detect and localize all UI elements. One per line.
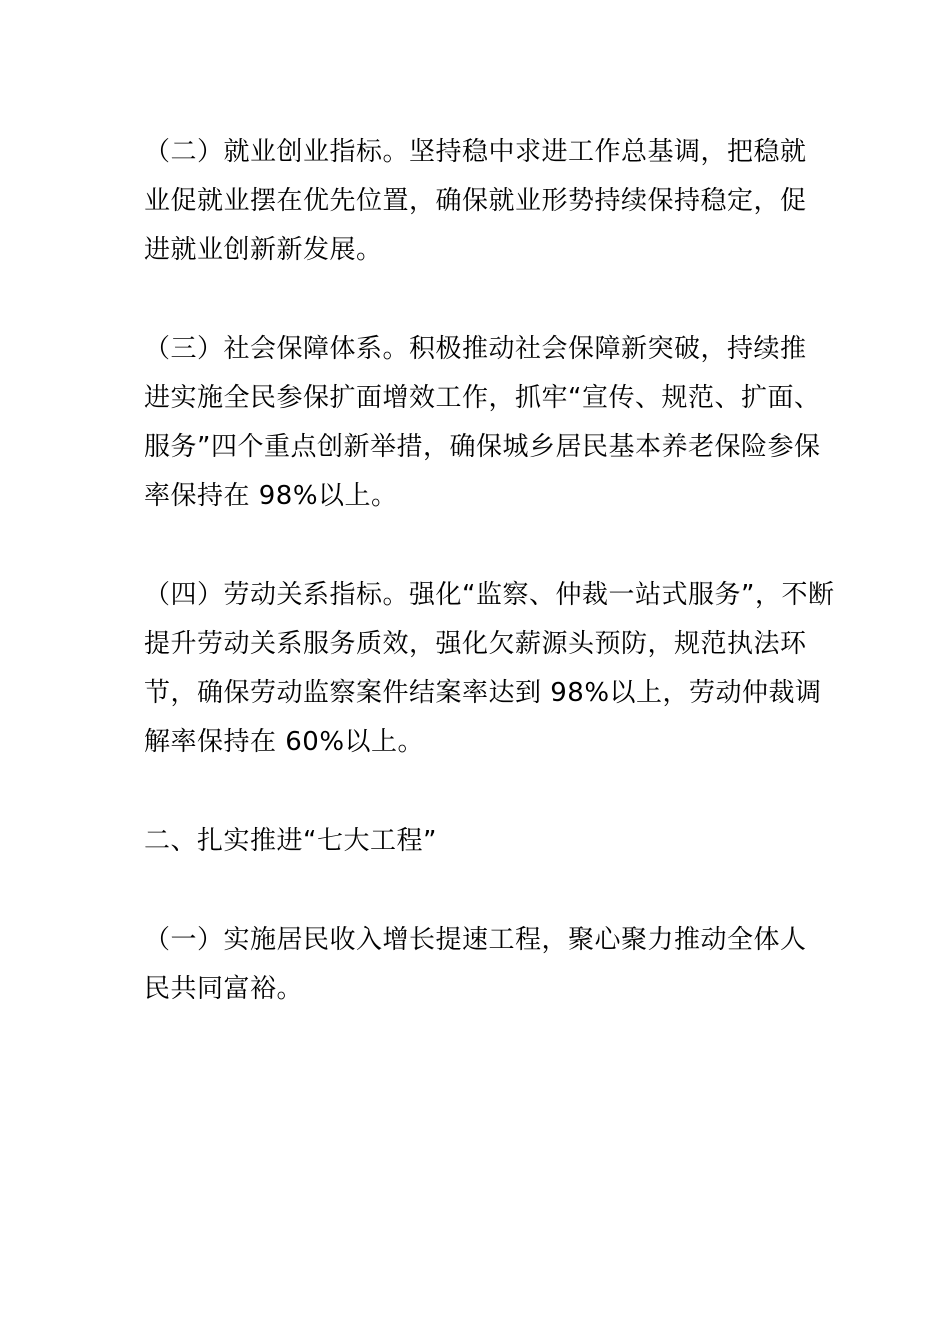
text-line: 进实施全民参保扩面增效工作，抓牢“宣传、规范、扩面、: [144, 383, 821, 413]
section-heading: [144, 817, 812, 866]
text-line: 节，确保劳动监察案件结案率达到 98%以上，劳动仲裁调: [144, 678, 822, 708]
text-line: 提升劳动关系服务质效，强化欠薪源头预防，规范执法环: [144, 629, 807, 659]
text-line: 业促就业摆在优先位置，确保就业形势持续保持稳定，促: [144, 186, 807, 216]
text-line: 服务”四个重点创新举措，确保城乡居民基本养老保险参保: [144, 432, 821, 462]
document-body: [144, 128, 835, 1064]
paragraph-employment-indicator: [144, 128, 812, 275]
text-line: （四）劳动关系指标。强化“监察、仲裁一站式服务”，不断: [144, 580, 835, 610]
paragraph-labor-relations-indicator: [144, 571, 835, 767]
text-line: （二）就业创业指标。坚持稳中求进工作总基调，把稳就: [144, 137, 807, 167]
paragraph-social-security-system: [144, 325, 821, 521]
paragraph-income-growth-project: [144, 916, 812, 1014]
text-line: 民共同富裕。: [144, 974, 304, 1004]
text-line: （三）社会保障体系。积极推动社会保障新突破，持续推: [144, 334, 807, 364]
heading-text: 二、扎实推进“七大工程”: [144, 826, 437, 856]
text-line: （一）实施居民收入增长提速工程，聚心聚力推动全体人: [144, 925, 807, 955]
text-line: 解率保持在 60%以上。: [144, 727, 425, 757]
text-line: 进就业创新新发展。: [144, 235, 383, 265]
text-line: 率保持在 98%以上。: [144, 481, 398, 511]
